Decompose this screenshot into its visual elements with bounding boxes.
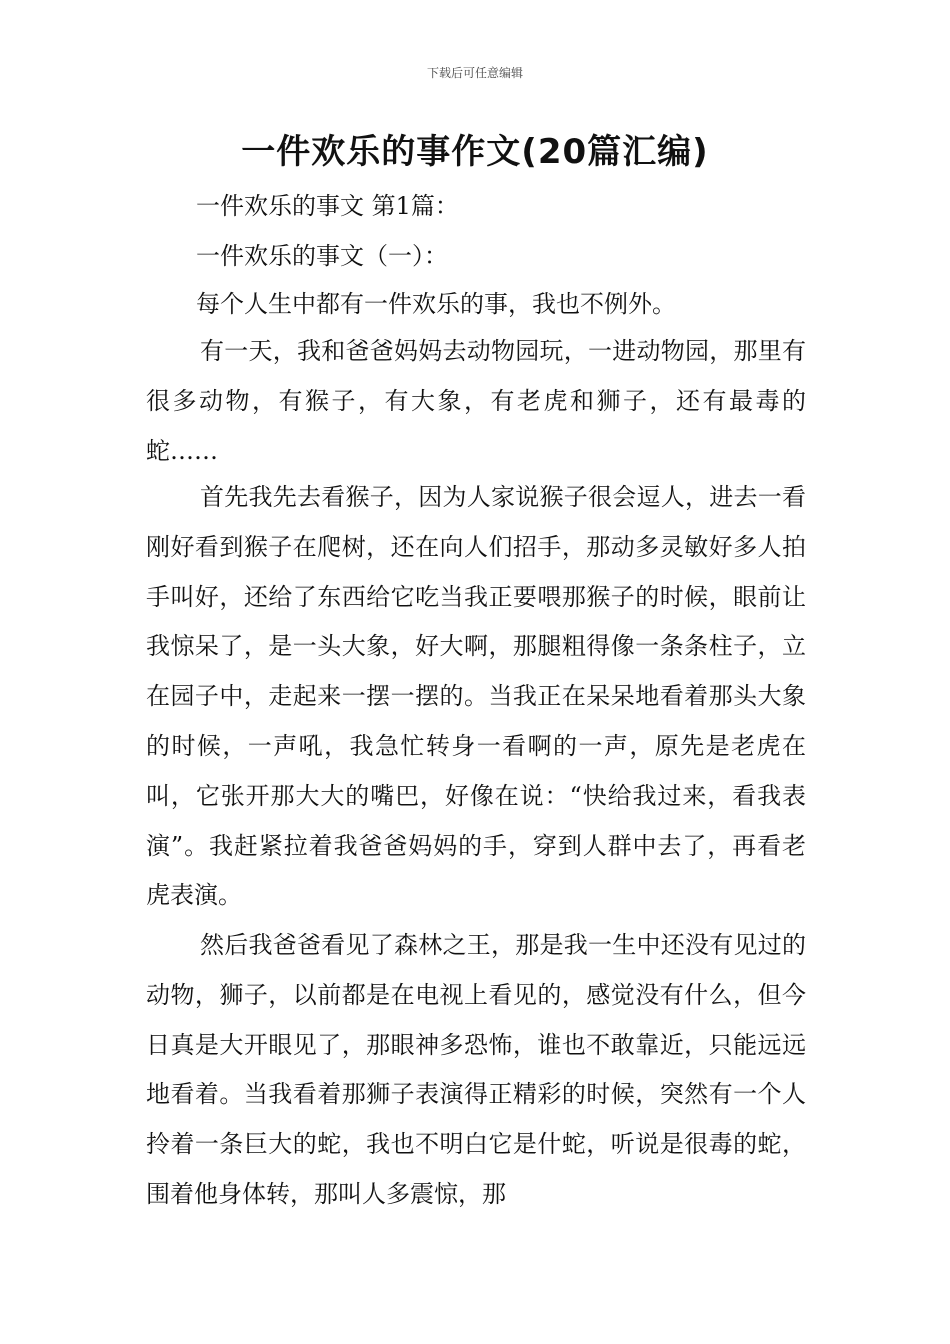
paragraph: 首先我先去看猴子，因为人家说猴子很会逗人，进去一看刚好看到猴子在爬树，还在向人们招手，那动多灵敏好多人拍手叫好，还给了东西给它吃当我正要喂那猴子的时候，眼前让我惊呆了，是一头大象，好大啊，那腿粗得像一条条柱子，立在园子中，走起来一摆一摆的。当我正在呆呆地看着那头大象的时候，一声吼，我急忙转身一看啊的一声，原先是老虎在叫，它张开那大大的嘴巴，好像在说：“快给我过来，看我表演”。我赶紧拉着我爸爸妈妈的手，穿到人群中去了，再看老虎表演。 <box>146 483 806 910</box>
article-heading: 一件欢乐的事文（一）： <box>196 242 448 270</box>
paragraph: 然后我爸爸看见了森林之王，那是我一生中还没有见过的动物，狮子，以前都是在电视上看见的，感觉没有什么，但今日真是大开眼见了，那眼神多恐怖，谁也不敢靠近，只能远远地看着。当我看着那狮子表演得正精彩的时候，突然有一个人拎着一条巨大的蛇，我也不明白它是什蛇，听说是很毒的蛇，围着他身体转，那叫人多震惊，那 <box>146 931 806 1208</box>
section-heading: 一件欢乐的事文 第1篇： <box>196 192 459 220</box>
document-title: 一件欢乐的事作文(20篇汇编) <box>241 132 709 172</box>
paragraph: 有一天，我和爸爸妈妈去动物园玩，一进动物园，那里有很多动物，有猴子，有大象，有老虎和狮子，还有最毒的蛇…… <box>146 337 806 465</box>
page-header-note: 下载后可任意编辑 <box>426 66 523 80</box>
intro-line: 每个人生中都有一件欢乐的事，我也不例外。 <box>196 290 676 318</box>
